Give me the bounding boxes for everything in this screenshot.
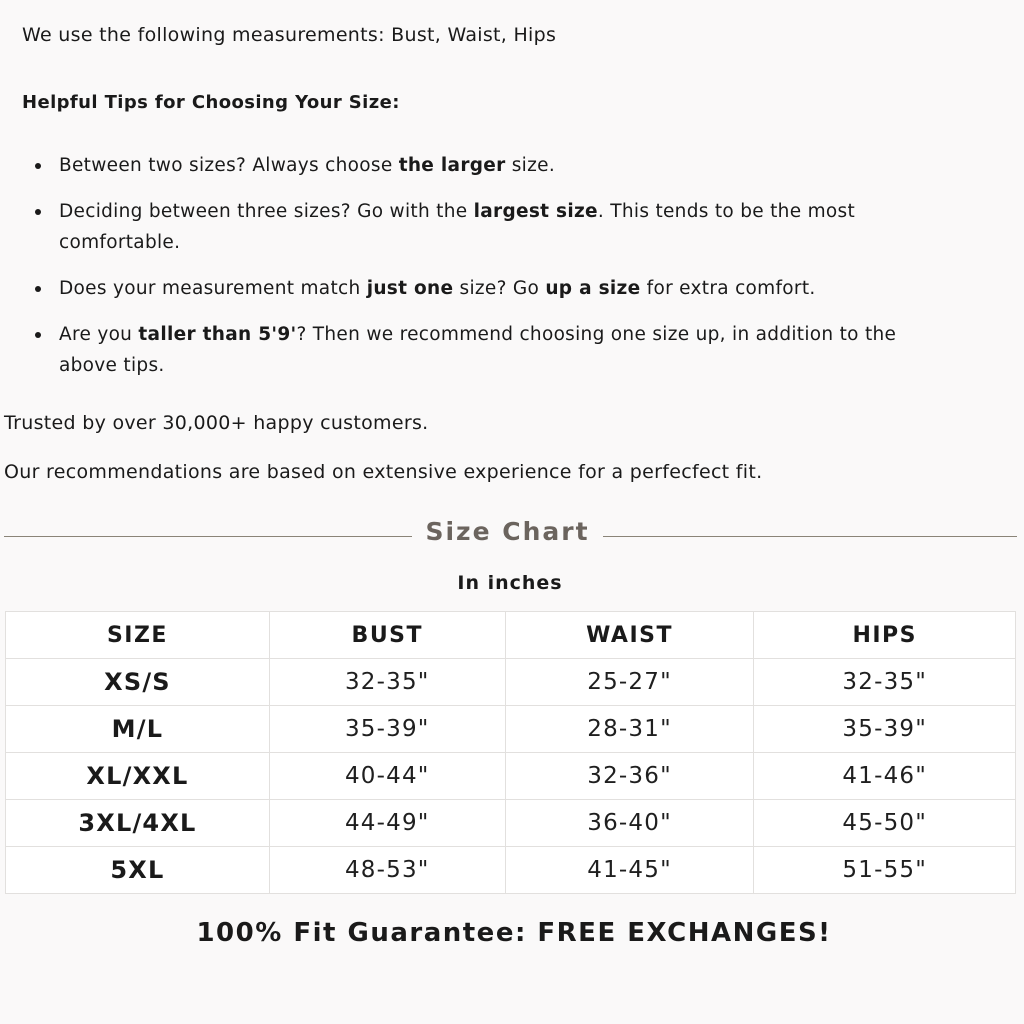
bullet-icon [35, 209, 41, 215]
waist-cell: 32-36" [505, 753, 754, 800]
tip-emphasis: largest size [473, 201, 598, 222]
header-size: SIZE [6, 612, 270, 659]
recommendation-text: Our recommendations are based on extensive experience for a perfecfect fit. [4, 461, 763, 483]
table-row [6, 659, 1016, 706]
size-cell: 3XL/4XL [6, 800, 270, 847]
tip-emphasis: just one [366, 278, 454, 299]
size-cell: XL/XXL [6, 753, 270, 800]
size-cell: 5XL [6, 847, 270, 894]
size-cell: XS/S [6, 659, 270, 706]
tips-list [0, 150, 1000, 396]
bullet-icon [35, 286, 41, 292]
tip-emphasis: taller than 5'9' [138, 324, 297, 345]
tip-text: ? Then we recommend choosing one size up, in addition to the above tips. [59, 324, 897, 376]
bust-cell: 48-53" [269, 847, 505, 894]
waist-cell: 41-45" [505, 847, 754, 894]
divider-left [4, 536, 412, 537]
size-chart-title: Size Chart [425, 517, 590, 546]
bust-cell: 35-39" [269, 706, 505, 753]
tip-text: Between two sizes? Always choose [59, 155, 399, 176]
tip-text: . This tends to be the most comfortable. [59, 201, 856, 253]
units-label: In inches [457, 572, 563, 594]
waist-cell: 36-40" [505, 800, 754, 847]
table-row [6, 706, 1016, 753]
header-waist: WAIST [505, 612, 754, 659]
divider-right [603, 536, 1017, 537]
bust-cell: 40-44" [269, 753, 505, 800]
waist-cell: 25-27" [505, 659, 754, 706]
table-row [6, 847, 1016, 894]
tip-text: size. [505, 155, 555, 176]
tip-text: Deciding between three sizes? Go with the [59, 201, 474, 222]
tips-heading: Helpful Tips for Choosing Your Size: [22, 92, 400, 113]
tip-text: for extra comfort. [640, 278, 816, 299]
tip-emphasis: up a size [545, 278, 641, 299]
tip-item [0, 196, 959, 258]
hips-cell: 45-50" [754, 800, 1016, 847]
table-row [6, 800, 1016, 847]
tip-item [0, 273, 959, 304]
header-hips: HIPS [754, 612, 1016, 659]
table-header-row [6, 612, 1016, 659]
tip-emphasis: the larger [398, 155, 506, 176]
size-chart-table [5, 611, 1016, 894]
tip-text: size? Go [453, 278, 546, 299]
tip-text: Are you [59, 324, 139, 345]
bust-cell: 32-35" [269, 659, 505, 706]
intro-text: We use the following measurements: Bust, Waist, Hips [22, 24, 557, 46]
hips-cell: 32-35" [754, 659, 1016, 706]
waist-cell: 28-31" [505, 706, 754, 753]
trust-text: Trusted by over 30,000+ happy customers. [4, 412, 429, 434]
fit-guarantee-banner: 100% Fit Guarantee: FREE EXCHANGES! [196, 918, 832, 948]
bullet-icon [35, 332, 41, 338]
tip-item [0, 319, 959, 381]
header-bust: BUST [269, 612, 505, 659]
tip-item [0, 150, 959, 181]
hips-cell: 41-46" [754, 753, 1016, 800]
table-row [6, 753, 1016, 800]
tip-text: Does your measurement match [59, 278, 367, 299]
bullet-icon [35, 163, 41, 169]
hips-cell: 51-55" [754, 847, 1016, 894]
bust-cell: 44-49" [269, 800, 505, 847]
size-cell: M/L [6, 706, 270, 753]
hips-cell: 35-39" [754, 706, 1016, 753]
